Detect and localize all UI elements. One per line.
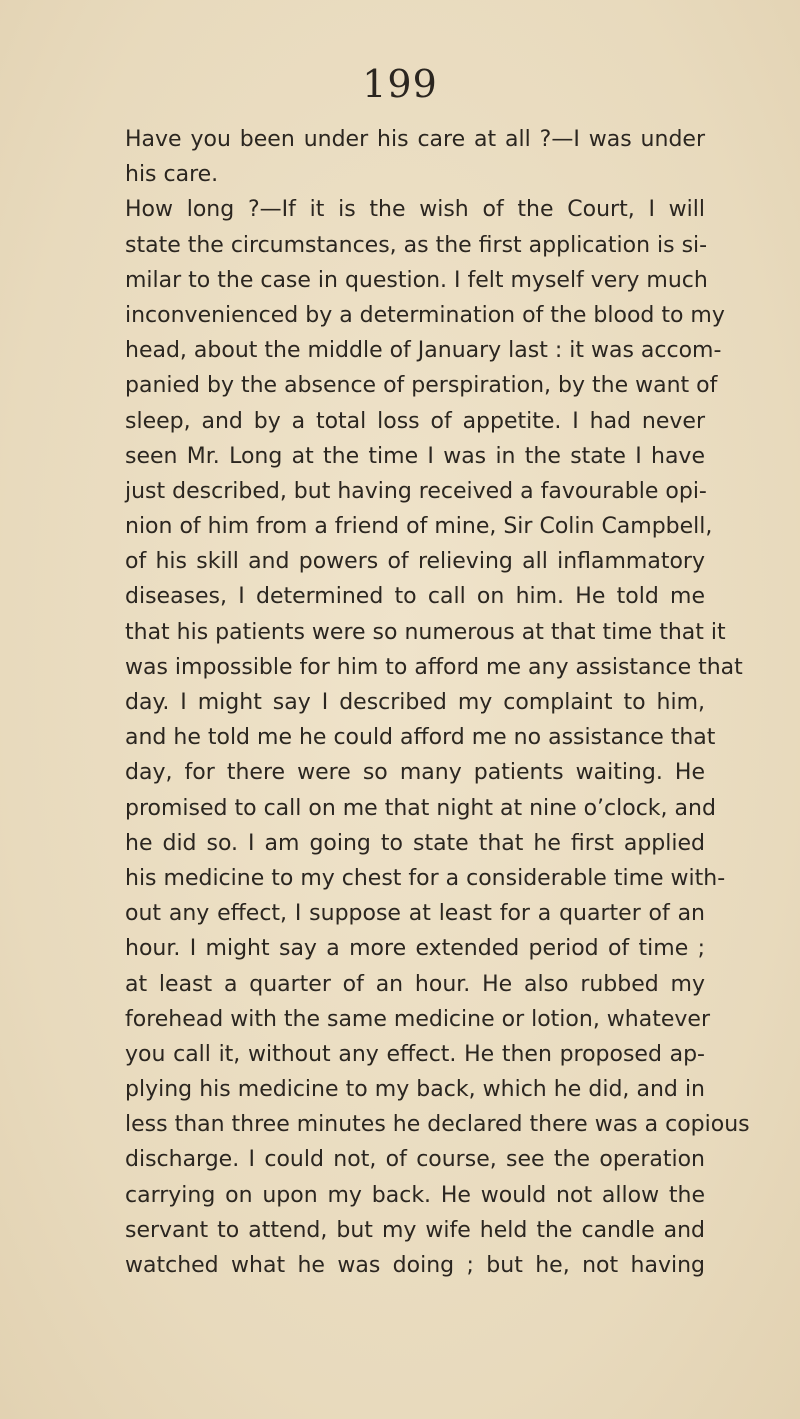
text-line: just described, but having received a favourable opi- — [125, 478, 707, 504]
text-line: diseases, I determined to call on him. He told me — [125, 584, 705, 610]
text-line: How long ?—If it is the wish of the Court, I will — [125, 197, 705, 223]
text-line: was impossible for him to afford me any assistance that — [125, 654, 743, 680]
text-line: inconvenienced by a determination of the blood to my — [125, 302, 725, 328]
text-line: of his skill and powers of relieving all inflammatory — [125, 549, 705, 575]
text-line: seen Mr. Long at the time I was in the state I have — [125, 443, 705, 469]
text-line: Have you been under his care at all ?—I was under — [125, 127, 705, 152]
text-line: plying his medicine to my back, which he did, and in — [125, 1077, 705, 1103]
body-text — [125, 122, 750, 1283]
text-line: less than three minutes he declared there was a copious — [125, 1112, 750, 1138]
text-line: state the circumstances, as the first application is si- — [125, 232, 708, 258]
text-line: panied by the absence of perspiration, by the want of — [125, 373, 718, 399]
text-line: head, about the middle of January last : it was accom- — [125, 338, 722, 364]
page-number: 199 — [362, 62, 438, 106]
text-line: hour. I might say a more extended period of time ; — [125, 936, 705, 962]
text-line: watched what he was doing ; but he, not having — [125, 1253, 705, 1278]
text-line: servant to attend, but my wife held the candle and — [125, 1217, 705, 1243]
text-line: nion of him from a friend of mine, Sir Colin Campbell, — [125, 514, 713, 540]
text-line: sleep, and by a total loss of appetite. I had never — [125, 408, 705, 434]
text-line: he did so. I am going to state that he first applied — [125, 830, 705, 856]
text-line: out any effect, I suppose at least for a quarter of an — [125, 901, 705, 927]
text-line: his medicine to my chest for a considerable time with- — [125, 865, 726, 891]
text-line: milar to the case in question. I felt myself very much — [125, 267, 708, 293]
text-line: at least a quarter of an hour. He also rubbed my — [125, 971, 705, 997]
text-line: and he told me he could afford me no assistance that — [125, 725, 716, 751]
text-line: promised to call on me that night at nine o’clock, and — [125, 795, 716, 821]
text-line: discharge. I could not, of course, see the operation — [125, 1147, 705, 1173]
text-line: you call it, without any effect. He then proposed ap- — [125, 1041, 705, 1067]
text-line: forehead with the same medicine or lotion, whatever — [125, 1006, 710, 1032]
text-line: his care. — [125, 162, 219, 188]
text-line: that his patients were so numerous at that time that it — [125, 619, 726, 645]
text-line: carrying on upon my back. He would not allow the — [125, 1182, 705, 1208]
text-line: day, for there were so many patients waiting. He — [125, 760, 705, 786]
text-line: day. I might say I described my complaint to him, — [125, 690, 705, 715]
